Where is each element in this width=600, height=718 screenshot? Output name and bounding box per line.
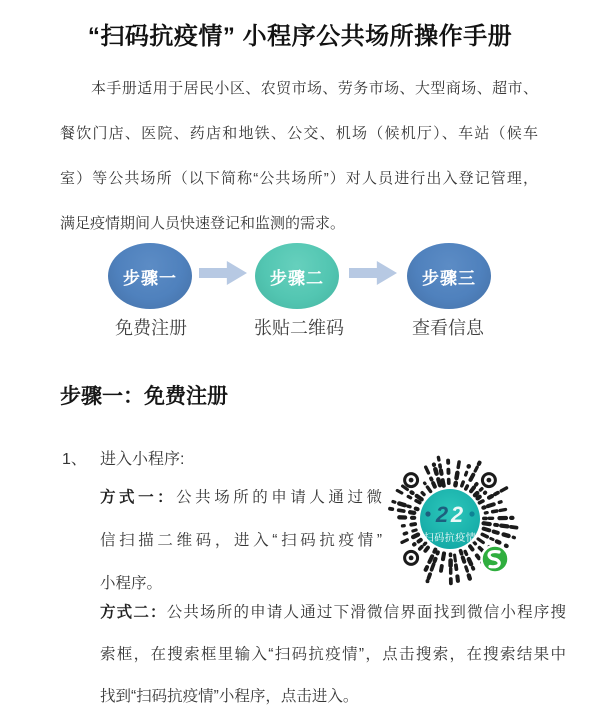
list-item-number: 1、 [62, 451, 87, 468]
list-item-1 [62, 446, 184, 469]
intro-line: 满足疫情期间人员快速登记和监测的需求。 [60, 215, 346, 232]
document-title: “扫码抗疫情” 小程序公共场所操作手册 [87, 23, 513, 50]
step-caption-3: 查看信息 [412, 318, 484, 338]
step-circle-1 [108, 243, 192, 309]
section-heading-step1: 步骤一：免费注册 [60, 385, 228, 408]
text-line: 信扫描二维码，进入“扫码抗疫情” [100, 532, 382, 549]
arrow-right-icon [199, 261, 247, 285]
method1-label: 方式一： [100, 489, 177, 506]
step-circle-2-label: 步骤二 [270, 268, 324, 288]
list-item-text: 进入小程序: [100, 451, 185, 468]
text-line: 小程序。 [100, 575, 163, 592]
method2-paragraph [100, 592, 566, 718]
text-line: 索框，在搜索框里输入“扫码抗疫情”，点击搜索，在搜索结果中 [100, 646, 566, 663]
svg-text:2: 2 [450, 502, 464, 527]
step-caption-1: 免费注册 [115, 318, 187, 338]
intro-line: 本手册适用于居民小区、农贸市场、劳务市场、大型商场、超市、 [91, 80, 538, 97]
step-circle-2 [255, 243, 339, 309]
qr-center-label: 扫码抗疫情 [423, 533, 477, 544]
step-circle-3 [407, 243, 491, 309]
text-line: 方式一：公共场所的申请人通过微 [100, 489, 382, 506]
miniprogram-qr-art [380, 446, 520, 592]
step-circle-1-label: 步骤一 [123, 268, 177, 288]
svg-text:2: 2 [435, 502, 449, 527]
intro-line: 室）等公共场所（以下简称“公共场所”）对人员进行出入登记管理， [60, 170, 538, 187]
method2-label: 方式二： [100, 604, 167, 621]
intro-paragraph [60, 66, 538, 246]
text-line: 找到“扫码抗疫情”小程序，点击进入。 [100, 688, 359, 705]
step-circle-3-label: 步骤三 [422, 268, 476, 288]
intro-line: 餐饮门店、医院、药店和地铁、公交、机场（候机厅）、车站（候车 [60, 125, 538, 142]
miniprogram-qr-code [380, 446, 520, 592]
step-caption-2: 张贴二维码 [254, 318, 344, 338]
arrow-right-icon [349, 261, 397, 285]
text-line: 方式二：公共场所的申请人通过下滑微信界面找到微信小程序搜 [100, 604, 566, 621]
method1-paragraph [100, 476, 382, 605]
